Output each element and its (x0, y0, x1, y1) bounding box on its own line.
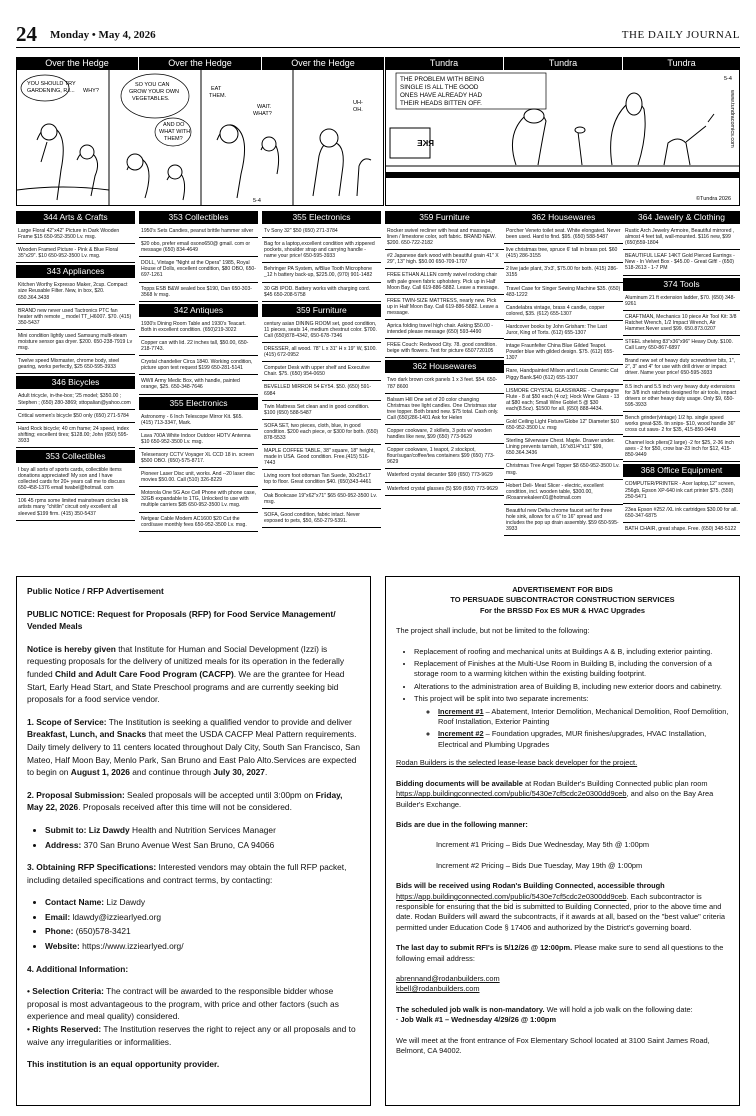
meeting-location: We will meet at the front entrance of Fox Elementary School located at 3100 Saint James Road, Belmont, CA 94002. (396, 1035, 710, 1055)
strip-date: 5-4 (253, 198, 261, 204)
section-header: 362 Housewares (385, 360, 504, 373)
classified-ad: FREE Couch: Redwood City. 78. good condition. beige with flowers. Text for picture 6507720105 (385, 341, 504, 358)
list-item: • Alterations to the administration area of Building B, including new exterior doors and cabinetry. (414, 682, 729, 692)
svg-text:UH-OH.: UH-OH. (353, 100, 363, 113)
notice-heading: PUBLIC NOTICE: Request for Proposals (RFP) for Food Service Management/ Vended Meals (27, 608, 336, 632)
classified-ad: DRESSER, all wood. 78" L x 31" H x 19" W, $100. (415) 672-0952 (262, 345, 381, 362)
notice-title: Public Notice / RFP Advertisement (27, 586, 164, 596)
classified-ad: Travel Case for Singer Sewing Machine $35. (650) 483-1222 (504, 285, 623, 302)
section-header: 344 Arts & Crafts (16, 211, 135, 224)
section-header: 346 Bicycles (16, 376, 135, 389)
classified-ad: Tv Sony 32" $50 (650) 271-3784 (262, 227, 381, 238)
section-header: 368 Office Equipment (623, 464, 740, 477)
classified-ad: Hard Rock bicycle; 40 cm frame; 24 speed, index shifting; excellent tires; $128.00; John (650) 595-3933 (16, 425, 135, 448)
scope-list (414, 647, 729, 751)
list-item: • Submit to: Liz Dawdy Health and Nutrition Services Manager (45, 824, 360, 837)
comic-title: Tundra (385, 57, 503, 70)
list-item: • Replacement of Finishes at the Multi-Use Room in Building B, including the conversion of a storage room to a warming kitchen within the existing building footprint. (414, 659, 729, 680)
comic-title: Tundra (504, 57, 622, 70)
bubble-text: WHY? (83, 88, 99, 94)
classified-ad: Christmas Tree Angel Topper $8 650-952-3500 Lv. msg. (504, 462, 623, 479)
classified-ad: Rare, Handpainted Milson and Louis Ceramic Cat Piggy Bank.$40 (612) 655-1307 (504, 367, 623, 384)
strip-date: 5-4 (724, 76, 732, 82)
classified-ad: BATH CHAIR, great shape. Free. (650) 348-5122 (623, 525, 740, 536)
classified-ad: Waterford crystal glasses (5) $99 (650) 773-9629 (385, 485, 504, 496)
scope-of-service: 1. Scope of Service: The Institution is seeking a qualified vendor to provide and deliver Breakfast, Lunch, and Snacks that meet the USDA CACFP Meal Pattern requirements. Daily timely delivery to 11 centers located throughout Daly City, South San Francisco, San Mateo, Half Moon Bay, Menlo Park, San Bruno and East Palo Alto.Services are expected to begin on August 1, 2026 and continue through July 30, 2027. (27, 716, 360, 778)
classified-ad: Kitchen Worthy Expresso Maker, 2cup. Compact size Reusable Filter. New, in box, $20. 650.364.3438 (16, 281, 135, 304)
list-item: ◦ Increment #1 – Abatement, Interior Demolition, Mechanical Demolition, Roof Demolition, Roof Installation, Exterior Painting (438, 707, 729, 728)
comic-title: Over the Hedge (262, 57, 384, 70)
classified-ad: LISMORE CRYSTAL GLASSWARE - Champagne Flute - 8 at $50 each (4 oz); Hock Wine Glass - 13 at $80 each; Small Wine Goblet 5 @ $30 each(8.5oz). $1500 for all. (650) 888-4434. (504, 387, 623, 416)
comic-url: www.tundracomics.com (729, 90, 735, 148)
classified-ad: FREE ETHAN ALLEN comfy swivel rocking chair with pale green fabric upholstery. Pick up in Half Moon Bay. Call 619-886-5882. Leave a message. (385, 271, 504, 294)
svg-text:WAIT.WHAT?: WAIT. WHAT? (253, 104, 272, 117)
due-heading: Bids are due in the following manner: (396, 819, 528, 829)
classified-ad: 8.5 inch and 5.5 inch very heavy duty extensions for 3/8 inch ratchets designed for air tools, impact drivers or other heavy duty usage. Only $9, 650-595-3933 (623, 383, 740, 412)
classified-ad: WWII Army Medic Box, with handle, painted orange, $25. 650-348-7646 (139, 377, 258, 394)
classified-ad: BRAND new never used Tactronics PTC fan heater with remote _ model TT_H6007. $70. (415) 350-5437 (16, 307, 135, 330)
section-header: 343 Appliances (16, 265, 135, 278)
classified-ad: Aprica folding travel high chair. Asking $50.00 - intended please message (650) 593-4490 (385, 322, 504, 339)
builder-note: Rodan Builders is the selected lease-lease back developer for the project. (396, 758, 638, 768)
classified-ad: BEVELLED MIRROR 54 EY54. $50. (650) 591-6984 (262, 383, 381, 400)
submit-list (45, 824, 360, 851)
classified-ad: STEEL shelving 83"x36"x96" Heavy Duty. $100. Call Larry 650-867-6897 (623, 338, 740, 355)
classified-column (139, 211, 258, 534)
section-header: 374 Tools (623, 278, 740, 291)
list-item: • Website: https://www.izziearlyed.org/ (45, 940, 360, 953)
classified-ad: Bag for a laptop,excellent condition with zippered pockets, shoulder strap and carrying handle - name your price! 650-595-3933 (262, 240, 381, 263)
classified-ad: Gold Ceiling Light Fixture/Globe 12" Diameter $10 650-952-3500 Lv. msg (504, 418, 623, 435)
proposal-submission: 2. Proposal Submission: Sealed proposals will be accepted until 3:00pm on Friday, May 22, 2026. Proposals received after this time will not be considered. (27, 789, 343, 813)
classified-ad: Adult tricycle, in-the-box; '25 model; $350.00 ; Stephen ; (650) 280-3869; sttopalian@yahoo.com (16, 392, 135, 409)
section-header: 359 Furniture (385, 211, 504, 224)
classified-ad: Wooden Framed Picture - Pink & Blue Floral 35"x29". $10 650-952-3500 Lv. msg. (16, 246, 135, 263)
classified-ad: Telesensory CCTV Voyager XL CCD 18 in. screen $500 OBO. (650)-575-8717. (139, 451, 258, 468)
selection-criteria: • Selection Criteria: The contract will be awarded to the responsible bidder whose proposal is most advantageous to the program, with price and other factors (such as experience and meal quality) considered. (27, 986, 339, 1022)
classified-ad: Oak Bookcase 19"x62"x71" $65 650-952-3500 Lv. msg. (262, 492, 381, 509)
classified-ad: 1930's Dining Room Table and 1930's Teacart. Both in excellent condition. (650)219-3022 (139, 320, 258, 337)
classified-ad: CRAFTMAN, Mechanics 10 piece Air Tool Kit: 3/8 Ratchet Wrench, 1/2 Impact Wrench, Air Hammer.Never used $99. 650.873.0207 (623, 313, 740, 336)
page-number: 24 (16, 22, 37, 46)
classified-ad: Mini condition lightly used Samsung multi-steam moisture sensor gas dryer. $200. 650-238-7919 Lv msg. (16, 332, 135, 355)
classified-ad: Hobert Deli- Meat Slicer - electric, excellent condition, incl. wooden table, $300.00, /Rosannekaleen01@hotmail.com (504, 482, 623, 505)
classified-ad: Critical women's bicycle $50 only (650) 271-5784 (16, 412, 135, 423)
classified-ad: Channel lock pliers(2 large) -2 for $25, 2-36 inch axes - 2 for $50, crow bar-23 inch for $12, 415-850-9449 (623, 439, 740, 462)
bid-advertisement (385, 576, 740, 1106)
classified-ad: 23ea Epson #252 /XL ink cartridges $30.00 for all. 650-347-6875 (623, 506, 740, 523)
classified-ad: Beautiful new Delta chrome faucet set for three hole sink, allows for a 6" to 16" spread and includes the pop up drain assembly. $59 650-595-3933 (504, 507, 623, 536)
list-item: • Replacement of roofing and mechanical units at Buildings A & B, including exterior painting. (414, 647, 729, 657)
issue-date: Monday • May 4, 2026 (50, 29, 156, 41)
section-header: 362 Housewares (504, 211, 623, 224)
classified-ad: I buy all sorts of sports cards, collectible items donations appreciated! My son and I have collected cards for 20+ years call me to discuss 650-458-1376 email twabel@hotmail. com (16, 466, 135, 495)
due-increment-1: Increment #1 Pricing – Bids Due Wednesday, May 5th @ 1:00pm (436, 840, 650, 850)
email-link[interactable]: kbell@rodanbuilders.com (396, 984, 480, 994)
classified-column (623, 211, 740, 538)
ad-intro: The project shall include, but not be limited to the following: (396, 626, 590, 636)
classified-column (262, 211, 381, 530)
comic-title: Tundra (623, 57, 740, 70)
classified-ad: Rustic Arch Jewelry Armoire, Beautiful mirrored , almost 4 feet tall, wall-mounted. $116 new, $99 (650)559-1804 (623, 227, 740, 250)
classified-ad: BEAUTIFUL LEAF 14KT Gold Pierced Earrings - New - In Velvet Box - $45.00 - Great Gift! - (650) 518-2613 - 1-7 PM (623, 252, 740, 275)
classified-column (504, 211, 623, 538)
list-item: • Phone: (650)578-3421 (45, 925, 360, 938)
classified-ad: Brand new set of heavy duty screwdriver bits, 1", 2", 3" and 4" for use with drill driver or impact driver. Name your price! 650-595-3933 (623, 357, 740, 380)
classified-ad: Copper can with lid. 22 inches tall, $50.00, 650-218-7743. (139, 339, 258, 356)
classified-ad: Sterling Silverware Chest. Maple. Drawer under. Lining prevents tarnish, 16"x81/4"x11" $99, 650.364.3436 (504, 437, 623, 460)
classified-ad: SOFA, Good condition, fabric intact. Never exposed to pets, $50, 650-279-5391. (262, 511, 381, 528)
notice-intro: Notice is hereby given that Institute for Human and Social Development (Izzi) is requesting proposals for the delivery of unitized meals for its operation in the federally funded Child and Adult Care Food Program (CACFP). We are the grantee for Head Start, Early Head Start, and State Preschool programs and are currently seeking bid proposals for a food service vendor. (27, 643, 345, 705)
classified-ad: century asian DINING ROOM set, good condition, 11 pieces, seats 14, medium chestnut color. $700. Call (650)878-4342, 650-678-7346 (262, 320, 381, 343)
comic-title: Over the Hedge (139, 57, 261, 70)
ad-project: For the BRSSD Fox ES MUR & HVAC Upgrades (480, 605, 645, 615)
classified-ad: DOLL, Vintage "Night at the Opera" 1985, Royal House of Dolls, excellent condition, $80 OBO, 650-697-1261 (139, 259, 258, 282)
classified-ad: Two dark brown cork panels 1 x 3 feet. $54. 650-787 8600 (385, 376, 504, 393)
copyright: ©Tundra 2026 (696, 196, 732, 202)
classified-ad: Crystal chandelier Circa 1840. Working condition, picture upon text request $199 650-281-5141 (139, 358, 258, 375)
bid-receipt: Bids will be received using Rodan's Building Connected, accessible through https://app.buildingconnected.com/public/5430e7cf5cdc2e0300dd9ceb. Each subcontractor is responsible for ensuring that the bid is submitted to Building Connected, prior to the above time and date. Rodan Builders will award the subcontracts, if it awards at all, based on the "best value" criteria permitted under Education Code § 17406 and authorized by the District's governing board. (396, 881, 725, 932)
classified-ad: $20 obo, prefer email osono650@ gmail. com or message (650) 834-4649 (139, 240, 258, 257)
list-item: • Email: ldawdy@izziearlyed.org (45, 911, 360, 924)
classified-ad: Twin Mattress Set clean and in good condition. $100 (650) 588-5487 (262, 403, 381, 420)
classified-ad: Balsam Hill One set of 20 color changing Christmas tree light candles. One Christmas star tree topper. Both brand new. $75 total. Cash only. Call (650)286-1401 Ask for Helen (385, 396, 504, 425)
rfp-specifications: 3. Obtaining RFP Specifications: Interested vendors may obtain the full RFP packet, including detailed specifications and contract terms, by contacting: (27, 862, 347, 885)
classified-ad: 106 45 rpms some limited mainstream circles blk artists many "chitlin" circuit only excellent all sleeved $199 firm. (415) 350-5437 (16, 497, 135, 520)
classified-ad: Living room foot ottoman Tan Suede, 30x25x17 top to floor. Great condition $40. (650)343-4461 (262, 472, 381, 489)
classified-ad: Behringer PA System, w/Blue Tooth Microphone _12 h battery back-up, $225.00, (970) 901-1482 (262, 265, 381, 282)
classified-ad: Large Floral 42"x42" Picture in Dark Wooden Frame $15 650-952-3500 Lv. msg. (16, 227, 135, 244)
classified-ad: Motorola One 5G Ace Cell Phone with phone case, 32GB expandable to 1TG, Unlocked to use with multiple carriers $85 650-952-3500 Lv. msg. (139, 489, 258, 512)
over-the-hedge-strip (16, 70, 384, 206)
classified-ad: Bench grinder(vintage) 1/2 hp. single speed works great-$35. tin snips- $10, wood handle 36" cross cut saws- 2 for $35, 415-850-9449 (623, 414, 740, 437)
classified-ad: Lava 700A White Indoor Outdoor HDTV Antenna $10 650-952-3500 Lv. msg. (139, 432, 258, 449)
classified-ad: Copper cookware, 1 teapot, 2 stockpot, flour/sugar/coffee/tea containers $99 (650) 773-9629 (385, 446, 504, 469)
classified-ad: Waterford crystal decanter $99 (650) 773-9629 (385, 471, 504, 482)
classified-ad: FREE TWIN-SIZE MATTRESS, nearly new. Pick up in Half Moon Bay. Call 619-886-5882. Leave a message. (385, 297, 504, 320)
rfi-deadline: The last day to submit RFI's is 5/12/26 @ 12:00pm. Please make sure to send all questions to the following email address: (396, 943, 724, 963)
classified-ad: Aluminum 21 ft extension ladder, $70. (650) 348-9261 (623, 294, 740, 311)
plan-room-link[interactable]: https://app.buildingconnected.com/public/5430e7cf5cdc2e0300dd9ceb (396, 789, 627, 799)
section-header: 359 Furniture (262, 304, 381, 317)
classified-ad: Astronomy - 6 Inch Telescope Mirror Kit. $65. (415) 713-3347, Mark. (139, 413, 258, 430)
contact-list (45, 896, 360, 952)
ad-subtitle: TO PERSUADE SUBCONTRACTOR CONSTRUCTION SERVICES (450, 595, 675, 605)
classified-column (16, 211, 135, 523)
equal-opportunity: This institution is an equal opportunity provider. (27, 1059, 220, 1070)
page-header (16, 22, 740, 48)
bidding-documents: Bidding documents will be available at Rodan Builder's Building Connected public plan room https://app.buildingconnected.com/public/5430e7cf5cdc2e0300dd9ceb, and also on the Bay Area Builder's Exchange. (396, 778, 714, 809)
section-header: 353 Collectibles (139, 211, 258, 224)
list-item: • Contact Name: Liz Dawdy (45, 896, 360, 909)
rights-reserved: • Rights Reserved: The Institution reserves the right to reject any or all proposals and to waive any irregularities or informalities. (27, 1024, 356, 1047)
classified-ad: Rocker swivel recliner with heat and massage, linen / limestone color, soft fabric. BRAND NEW. $200. 650-722-2182 (385, 227, 504, 250)
classified-ad: Porcher Veneto toilet seat. White elongated. Never been used. Hard to find. $95. (650) 588-5487 (504, 227, 623, 244)
comic-title: Over the Hedge (16, 57, 138, 70)
classified-ad: Copper cookware, 2 skillets, 3 pots w/ wooden handles like new, $99 (650) 773-9629 (385, 427, 504, 444)
classified-ad: Candelabra vintage, brass 4 candle, copper colored, $35. (612) 655-1307 (504, 304, 623, 321)
bar-sign: RKE (417, 139, 434, 148)
additional-info-heading: 4. Additional Information: (27, 963, 129, 974)
rfi-emails (396, 974, 729, 995)
classified-column (385, 211, 504, 498)
newspaper-name: THE DAILY JOURNAL (621, 29, 740, 41)
classified-ad: Topps ESB B&W sealed box $190, Dan 650-303-3568 lv msg. (139, 285, 258, 302)
classified-ad: COMPUTER/PRINTER - Acer laptop,12" screen, 256gb, Epson XP-640 ink cart printer $75. (559) 250-5471 (623, 480, 740, 503)
classified-ad: Pioneer Laser Disc unit, works. And --20 laser disc movies $50.00. Call (510) 326-8229 (139, 470, 258, 487)
rfp-notice (16, 576, 371, 1106)
list-item: • This project will be split into two separate increments: ◦ Increment #1 – Abatement, Interior Demolition, Mechanical Demolition, Roof Demolition, Roof Installation, Exterior Painting ◦ Increment #2 – Foundation upgrades, MUR finishes/upgrades, HVAC Installation, Electrical and Plumbing Upgrades (414, 694, 729, 750)
classified-ad: #2 Japanese dark wood with beautiful grain 41" X 29", 13" high. $50.00 650-709-1707 (385, 252, 504, 269)
classified-ad: MAPLE COFFEE TABLE, 38" square, 18" height, made in USA. Good condition. Free.(415) 516-7443 (262, 447, 381, 470)
ad-title: ADVERTISEMENT FOR BIDS (512, 585, 613, 594)
section-header: 364 Jewelry & Clothing (623, 211, 740, 224)
classified-ad: live christmas tree, spruce 6' tall in brass pot. $60 (415) 286-3155 (504, 246, 623, 263)
list-item: • Address: 370 San Bruno Avenue West San Bruno, CA 94066 (45, 839, 360, 852)
due-increment-2: Increment #2 Pricing – Bids Due Tuesday, May 19th @ 1:00pm (436, 860, 643, 870)
tundra-comic (385, 70, 740, 206)
bubble-text: YOU SHOULD TRY GARDENING, RJ... (27, 81, 76, 94)
building-connected-link[interactable]: https://app.buildingconnected.com/public/5430e7cf5cdc2e0300dd9ceb (396, 891, 627, 901)
email-link[interactable]: abrennand@rodanbuilders.com (396, 973, 500, 983)
section-header: 353 Collectibles (16, 450, 135, 463)
classified-ad: Netgear Cable Modem AC1600 $20 Cut the cord/save monthly fees 650-952-3500 Lv. msg. (139, 515, 258, 532)
section-header: 355 Electronics (262, 211, 381, 224)
job-walk: The scheduled job walk is non-mandatory. We will hold a job walk on the following date: · Job Walk #1 – Wednesday 4/29/26 @ 1:00pm (396, 1004, 693, 1025)
svg-text:THE PROBLEM WITH BEINGSINGLE I: THE PROBLEM WITH BEING SINGLE IS ALL THE GOOD ONES HAVE ALREADY HAD THEIR HEADS BITTEN OFF. (400, 76, 485, 107)
classified-ad: 30 GB IPOD. Battery works with charging cord. $45 650-208-5758 (262, 285, 381, 302)
classified-ad: Twelve speed Mixmaster, chrome body, steel gearing, works perfectly, $25 650-595-3933 (16, 357, 135, 374)
classified-ad: 2 live jade plant, 3'x3', $75.00 for both. (415) 286-3155 (504, 265, 623, 282)
svg-text:EATTHEM.: EAT THEM. (209, 86, 227, 99)
classified-ad: Computer Desk with upper shelf and Executive Chair. $75. (650) 954-0650 (262, 364, 381, 381)
section-header: 355 Electronics (139, 397, 258, 410)
classified-ad: Hardcover books by John Grisham: The Last Juror, King of Torts. (612) 655-1307 (504, 323, 623, 340)
section-header: 342 Antiques (139, 304, 258, 317)
classified-ad: intage Fraunfelter China Blue Gilded Teapot. Powder blue with gilded design. $75. (612) 655-1307 (504, 342, 623, 365)
classified-ad: SOFA SET, two pieces, cloth, blue, in good condition. $200 each piece, or $300 for both. (650) 878-5533 (262, 422, 381, 445)
svg-text:AND DOWHAT WITHTHEM?: AND DO WHAT WITH THEM? (159, 122, 191, 142)
list-item: ◦ Increment #2 – Foundation upgrades, MUR finishes/upgrades, HVAC Installation, Electrical and Plumbing Upgrades (438, 729, 729, 750)
svg-text:SO YOU CANGROW YOUR OWNVEGETAB: SO YOU CAN GROW YOUR OWN VEGETABLES. (129, 82, 180, 102)
classified-ad: 1950's Sets Candies, peanut brittle hammer silver (139, 227, 258, 238)
